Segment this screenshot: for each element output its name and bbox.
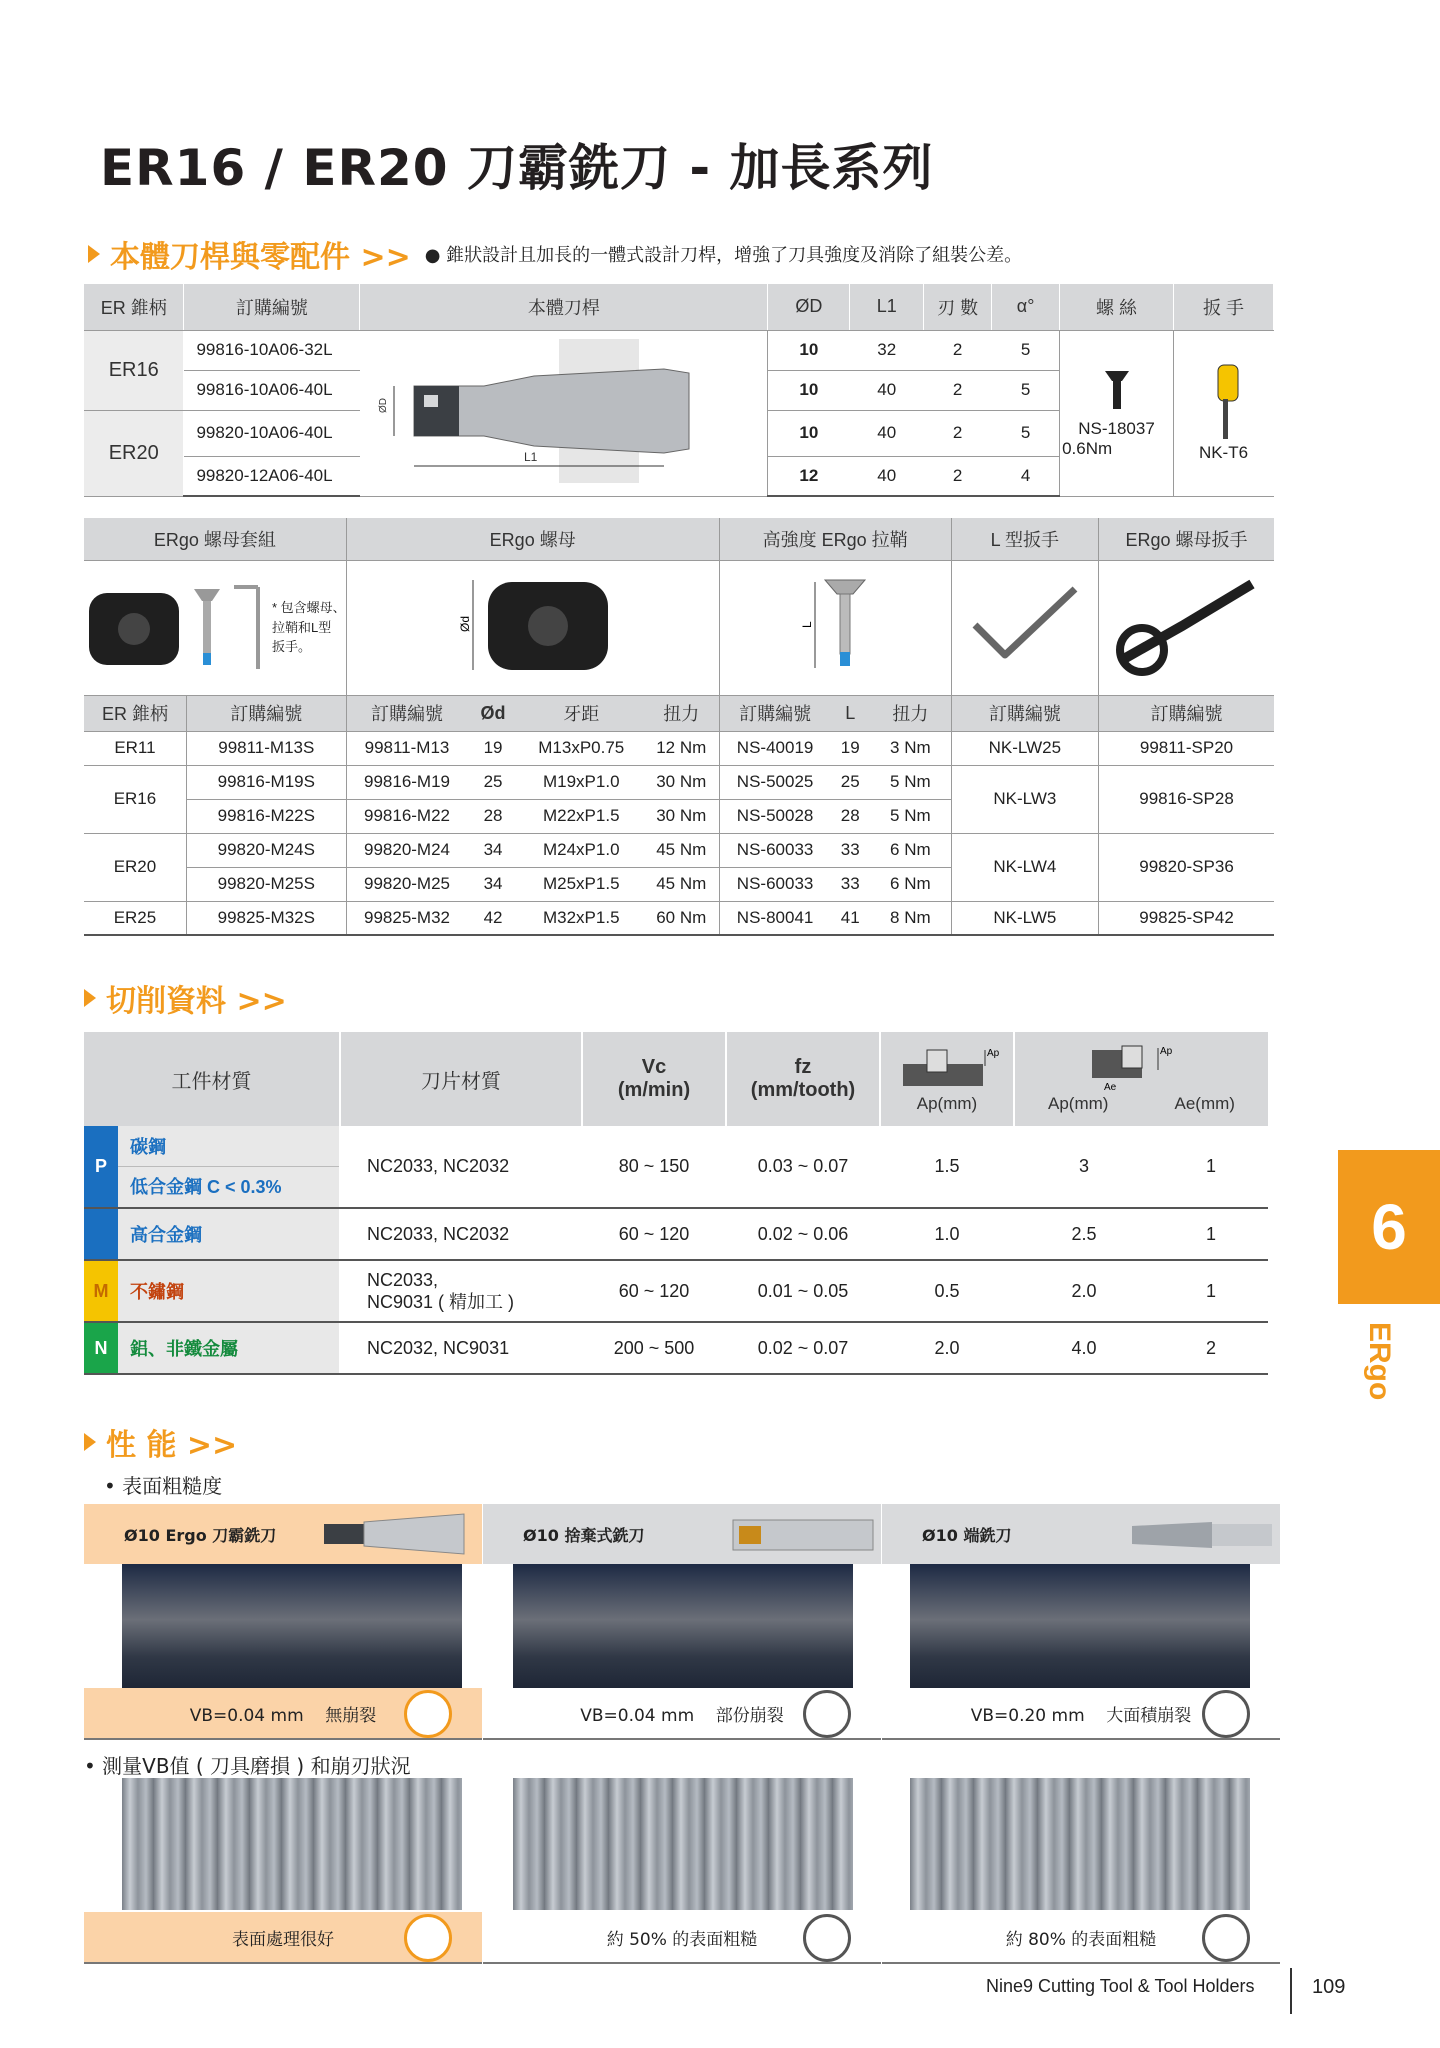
side-milling-icon	[1082, 1044, 1202, 1094]
surface-card-indexable	[483, 1778, 881, 1964]
order-code: 99820-12A06-40L	[184, 456, 360, 496]
col-header-fz	[726, 1032, 880, 1126]
spanner-code: 99820-SP36	[1099, 833, 1274, 901]
spanner-image	[1099, 560, 1274, 695]
pin-code: NS-80041	[719, 901, 830, 935]
group-header: 高強度 ERgo 拉鞘	[719, 518, 951, 560]
vb-caption	[483, 1688, 881, 1740]
ae-value: 1	[1154, 1208, 1268, 1260]
footer-divider	[1290, 1968, 1292, 2014]
surface-text: 表面處理很好	[232, 1929, 334, 1950]
neutral-face-icon	[1202, 1690, 1250, 1738]
pin-code: NS-50028	[719, 799, 830, 833]
nut-dia: 34	[467, 833, 518, 867]
col-header-ap-ae	[1014, 1032, 1268, 1126]
angle: 4	[992, 456, 1060, 496]
lwrench-code: NK-LW4	[951, 833, 1098, 901]
chapter-label: ERgo	[1363, 1322, 1396, 1401]
material-name: 鋁、非鐵金屬	[118, 1322, 340, 1374]
screw-cell	[1060, 330, 1174, 496]
vb-text: VB=0.20 mm 大面積崩裂	[970, 1705, 1192, 1726]
card-title: Ø10 端銑刀	[882, 1504, 1280, 1564]
col-header: 訂購編號	[184, 284, 360, 330]
nut-dia: 42	[467, 901, 518, 935]
section-cutting-data-heading	[84, 976, 287, 1020]
col-header: 訂購編號	[346, 695, 467, 731]
page-title: ER16 / ER20 刀霸銑刀 - 加長系列	[100, 139, 934, 197]
angle: 5	[992, 330, 1060, 370]
col-header: 扳 手	[1174, 284, 1274, 330]
edge-photo	[513, 1564, 853, 1688]
ap-side-value: 4.0	[1014, 1322, 1154, 1374]
chapter-tab: 6	[1338, 1150, 1440, 1304]
wrench-code: NK-T6	[1198, 443, 1249, 462]
nut-kit-image	[84, 560, 346, 695]
iso-tag-P	[84, 1208, 118, 1260]
nut-torque: 45 Nm	[644, 867, 719, 901]
ap-side-value: 2.0	[1014, 1260, 1154, 1322]
col-header: 訂購編號	[719, 695, 830, 731]
material-name: 碳鋼	[118, 1127, 339, 1167]
pin-length: 19	[830, 731, 870, 765]
group-header: ERgo 螺母套組	[84, 518, 346, 560]
ae-icon-label: Ae	[1103, 1082, 1116, 1093]
col-header: ØD	[768, 284, 850, 330]
vb-caption	[84, 1688, 482, 1740]
nut-torque: 30 Nm	[644, 765, 719, 799]
hook-spanner-icon	[1112, 570, 1262, 680]
order-code: 99816-10A06-32L	[184, 330, 360, 370]
kit-code: 99816-M19S	[186, 765, 346, 799]
slot-milling-icon	[897, 1044, 1000, 1094]
pin-length: 28	[830, 799, 870, 833]
len-L1: 40	[850, 456, 924, 496]
neutral-face-icon	[1202, 1914, 1250, 1962]
ap-icon-label: Ap	[987, 1048, 1000, 1059]
nut-code: 99816-M19	[346, 765, 467, 799]
happy-face-icon	[404, 1914, 452, 1962]
dim-D-label: ØD	[377, 397, 389, 413]
l-wrench-image	[951, 560, 1098, 695]
section-label: 性 能 >>	[106, 1428, 238, 1463]
insert-grade: NC2033, NC2032	[340, 1126, 582, 1208]
screw-code: NS-18037	[1078, 419, 1155, 438]
pin-length: 41	[830, 901, 870, 935]
pin-code: NS-60033	[719, 833, 830, 867]
col-header: 牙距	[519, 695, 644, 731]
l-wrench-icon	[230, 583, 264, 673]
pin-torque: 5 Nm	[870, 765, 951, 799]
col-header: 訂購編號	[951, 695, 1098, 731]
screw-torque: 0.6Nm	[1062, 439, 1113, 458]
pin-length: 33	[830, 833, 870, 867]
section-note: ● 錐狀設計且加長的一體式設計刀桿，增強了刀具強度及消除了組裝公差。	[424, 245, 1023, 266]
lwrench-code: NK-LW3	[951, 765, 1098, 833]
insert-grade-cell	[340, 1260, 582, 1322]
order-code: 99816-10A06-40L	[184, 370, 360, 410]
ergo-mill-icon	[324, 1512, 474, 1556]
len-L1: 40	[850, 370, 924, 410]
nut-dia: 28	[467, 799, 518, 833]
ae-value: 2	[1154, 1322, 1268, 1374]
ae-value: 1	[1154, 1126, 1268, 1208]
er-shank: ER20	[84, 410, 184, 496]
surface-text: 約 80% 的表面粗糙	[1005, 1929, 1157, 1950]
nut-code: 99825-M32	[346, 901, 467, 935]
material-cell	[118, 1126, 340, 1208]
col-header: 刀片材質	[340, 1032, 582, 1126]
ap-slot-value: 1.5	[880, 1126, 1014, 1208]
fz-value: 0.03 ~ 0.07	[726, 1126, 880, 1208]
col-header-vc	[582, 1032, 726, 1126]
nut-icon	[84, 583, 184, 673]
performance-card-indexable	[483, 1504, 881, 1740]
nut-code: 99816-M22	[346, 799, 467, 833]
nut-code: 99820-M25	[346, 867, 467, 901]
footer-brand: Nine9 Cutting Tool & Tool Holders	[986, 1976, 1255, 1996]
thread-pitch: M24xP1.0	[519, 833, 644, 867]
nut-dia: 19	[467, 731, 518, 765]
section-arrow-icon	[88, 245, 100, 263]
dia-D: 10	[768, 410, 850, 456]
surface-caption	[483, 1912, 881, 1964]
performance-card-endmill	[882, 1504, 1280, 1740]
col-header: ER 錐柄	[84, 284, 184, 330]
neutral-face-icon	[803, 1914, 851, 1962]
nut-code: 99820-M24	[346, 833, 467, 867]
len-L1: 40	[850, 410, 924, 456]
ap-slot-value: 1.0	[880, 1208, 1014, 1260]
col-header: L1	[850, 284, 924, 330]
er-shank: ER16	[84, 330, 184, 410]
pin-code: NS-50025	[719, 765, 830, 799]
cutting-data-table	[84, 1032, 1268, 1375]
col-header: Ød	[467, 695, 518, 731]
indexable-mill-icon	[733, 1512, 873, 1556]
nut-code: 99811-M13	[346, 731, 467, 765]
vb-caption	[882, 1688, 1280, 1740]
kit-note: 拉鞘和L型	[272, 619, 332, 635]
l-hex-wrench-icon	[965, 575, 1085, 675]
insert-grade: NC2032, NC9031	[340, 1322, 582, 1374]
pin-dim-label: L	[800, 621, 815, 628]
torx-wrench-icon	[1204, 363, 1244, 443]
ap-icon-label: Ap	[1159, 1046, 1172, 1057]
table-row	[84, 1208, 1268, 1260]
nut-torque: 30 Nm	[644, 799, 719, 833]
chapter-label-wrap	[1362, 1322, 1402, 1402]
kit-code: 99811-M13S	[186, 731, 346, 765]
surface-photo	[910, 1778, 1250, 1910]
nut-image	[346, 560, 719, 695]
surface-text: 約 50% 的表面粗糙	[606, 1929, 758, 1950]
holder-drawing	[360, 330, 768, 496]
col-header: 工件材質	[84, 1032, 340, 1126]
performance-row-vb	[84, 1504, 1280, 1740]
er-shank: ER20	[84, 833, 186, 901]
pin-torque: 8 Nm	[870, 901, 951, 935]
surface-card-ergo	[84, 1778, 482, 1964]
holder-table	[84, 284, 1274, 497]
kit-code: 99816-M22S	[186, 799, 346, 833]
dim-L1-label: L1	[523, 449, 538, 464]
nut-torque: 45 Nm	[644, 833, 719, 867]
angle: 5	[992, 410, 1060, 456]
section-accessories-heading	[88, 232, 1022, 276]
thread-pitch: M19xP1.0	[519, 765, 644, 799]
len-L1: 32	[850, 330, 924, 370]
card-title: Ø10 捨棄式銑刀	[483, 1504, 881, 1564]
material-name: 低合金鋼 C < 0.3%	[130, 1176, 282, 1197]
nut-dia: 34	[467, 867, 518, 901]
ae-value: 1	[1154, 1260, 1268, 1322]
pin-torque: 6 Nm	[870, 833, 951, 867]
dia-D: 12	[768, 456, 850, 496]
pin-torque: 6 Nm	[870, 867, 951, 901]
angle: 5	[992, 370, 1060, 410]
kit-note: * 包含螺母、	[272, 600, 346, 616]
ap-side-label: Ap(mm)	[1048, 1094, 1109, 1113]
fz-value: 0.01 ~ 0.05	[726, 1260, 880, 1322]
thread-pitch: M13xP0.75	[519, 731, 644, 765]
col-header: 扭力	[644, 695, 719, 731]
vc-value: 200 ~ 500	[582, 1322, 726, 1374]
table-row	[84, 1322, 1268, 1374]
spanner-code: 99811-SP20	[1099, 731, 1274, 765]
thread-pitch: M25xP1.5	[519, 867, 644, 901]
kit-code: 99820-M25S	[186, 867, 346, 901]
neutral-face-icon	[803, 1690, 851, 1738]
ap-slot-value: 0.5	[880, 1260, 1014, 1322]
col-header: 扭力	[870, 695, 951, 731]
ap-side-value: 3	[1014, 1126, 1154, 1208]
edge-photo	[122, 1564, 462, 1688]
flutes: 2	[924, 330, 992, 370]
insert-grade: NC2033, NC2032	[340, 1208, 582, 1260]
end-mill-icon	[1132, 1518, 1272, 1552]
lwrench-code: NK-LW5	[951, 901, 1098, 935]
col-header: 刃 數	[924, 284, 992, 330]
pin-length: 33	[830, 867, 870, 901]
pin-length: 25	[830, 765, 870, 799]
col-header: 螺 絲	[1060, 284, 1174, 330]
vb-measure-bullet: • 測量VB值 ( 刀具磨損 ) 和崩刃狀況	[84, 1754, 411, 1778]
vc-value: 60 ~ 120	[582, 1208, 726, 1260]
col-header: 訂購編號	[1099, 695, 1274, 731]
iso-tag-P: P	[84, 1126, 118, 1208]
col-header: L	[830, 695, 870, 731]
nut-dim-label: Ød	[457, 615, 472, 632]
happy-face-icon	[404, 1690, 452, 1738]
vc-unit: (m/min)	[617, 1079, 691, 1101]
flutes: 2	[924, 410, 992, 456]
nut-torque: 12 Nm	[644, 731, 719, 765]
edge-photo	[910, 1564, 1250, 1688]
vc-label: Vc	[641, 1056, 667, 1078]
section-arrow-icon	[84, 1433, 96, 1451]
kit-code: 99825-M32S	[186, 901, 346, 935]
table-row	[84, 901, 1274, 935]
er-shank: ER16	[84, 765, 186, 833]
vb-text: VB=0.04 mm 部份崩裂	[580, 1705, 784, 1726]
col-header: 本體刀桿	[360, 284, 768, 330]
vc-value: 60 ~ 120	[582, 1260, 726, 1322]
pin-torque: 3 Nm	[870, 731, 951, 765]
pin-code: NS-40019	[719, 731, 830, 765]
card-title: Ø10 Ergo 刀霸銑刀	[84, 1504, 482, 1564]
ap-slot-value: 2.0	[880, 1322, 1014, 1374]
section-arrow-icon	[84, 989, 96, 1007]
fz-value: 0.02 ~ 0.06	[726, 1208, 880, 1260]
page-number: 109	[1312, 1976, 1346, 1998]
performance-row-surface	[84, 1778, 1280, 1964]
performance-card-ergo	[84, 1504, 482, 1740]
material-name: 高合金鋼	[118, 1208, 340, 1260]
thread-pitch: M22xP1.5	[519, 799, 644, 833]
surface-caption	[882, 1912, 1280, 1964]
er-shank: ER25	[84, 901, 186, 935]
pin-code: NS-60033	[719, 867, 830, 901]
col-header: 訂購編號	[186, 695, 346, 731]
surface-card-endmill	[882, 1778, 1280, 1964]
spanner-code: 99816-SP28	[1099, 765, 1274, 833]
col-header: α°	[992, 284, 1060, 330]
col-header: ER 錐柄	[84, 695, 186, 731]
section-label: 切削資料 >>	[106, 984, 287, 1019]
group-header: L 型扳手	[951, 518, 1098, 560]
insert-grade: NC9031 ( 精加工 )	[367, 1292, 515, 1312]
ap-side-value: 2.5	[1014, 1208, 1154, 1260]
order-code: 99820-10A06-40L	[184, 410, 360, 456]
group-header: ERgo 螺母扳手	[1099, 518, 1274, 560]
table-row	[84, 833, 1274, 867]
spanner-code: 99825-SP42	[1099, 901, 1274, 935]
group-header: ERgo 螺母	[346, 518, 719, 560]
nut-dia: 25	[467, 765, 518, 799]
er-shank: ER11	[84, 731, 186, 765]
iso-tag-N: N	[84, 1322, 118, 1374]
fz-value: 0.02 ~ 0.07	[726, 1322, 880, 1374]
pull-pin-large-icon	[795, 570, 875, 680]
section-label: 本體刀桿與零配件 >>	[110, 240, 411, 275]
pin-torque: 5 Nm	[870, 799, 951, 833]
accessory-table	[84, 518, 1274, 936]
table-row	[84, 1126, 1268, 1208]
table-row	[84, 765, 1274, 799]
wrench-cell	[1174, 330, 1274, 496]
holder-diagram	[364, 331, 764, 491]
flutes: 2	[924, 456, 992, 496]
material-name: 不鏽鋼	[118, 1260, 340, 1322]
surface-photo	[122, 1778, 462, 1910]
thread-pitch: M32xP1.5	[519, 901, 644, 935]
ap-slot-label: Ap(mm)	[916, 1094, 978, 1113]
table-row	[84, 731, 1274, 765]
lwrench-code: NK-LW25	[951, 731, 1098, 765]
table-row	[84, 330, 1274, 370]
dia-D: 10	[768, 370, 850, 410]
vb-text: VB=0.04 mm 無崩裂	[189, 1705, 377, 1726]
surface-caption	[84, 1912, 482, 1964]
screw-icon	[1102, 367, 1132, 413]
surface-roughness-bullet: • 表面粗糙度	[104, 1474, 223, 1498]
fz-label: fz	[794, 1056, 812, 1078]
ae-label: Ae(mm)	[1174, 1094, 1235, 1113]
pull-pin-image	[719, 560, 951, 695]
kit-note: 扳手。	[272, 639, 312, 655]
section-performance-heading	[84, 1420, 237, 1464]
vc-value: 80 ~ 150	[582, 1126, 726, 1208]
kit-code: 99820-M24S	[186, 833, 346, 867]
surface-photo	[513, 1778, 853, 1910]
table-row	[84, 1260, 1268, 1322]
insert-grade: NC2033,	[367, 1269, 439, 1290]
ergo-nut-icon	[443, 570, 623, 680]
dia-D: 10	[768, 330, 850, 370]
nut-torque: 60 Nm	[644, 901, 719, 935]
iso-tag-M: M	[84, 1260, 118, 1322]
col-header-ap-slot	[880, 1032, 1014, 1126]
flutes: 2	[924, 370, 992, 410]
pull-pin-icon	[192, 583, 222, 673]
fz-unit: (mm/tooth)	[750, 1079, 856, 1101]
